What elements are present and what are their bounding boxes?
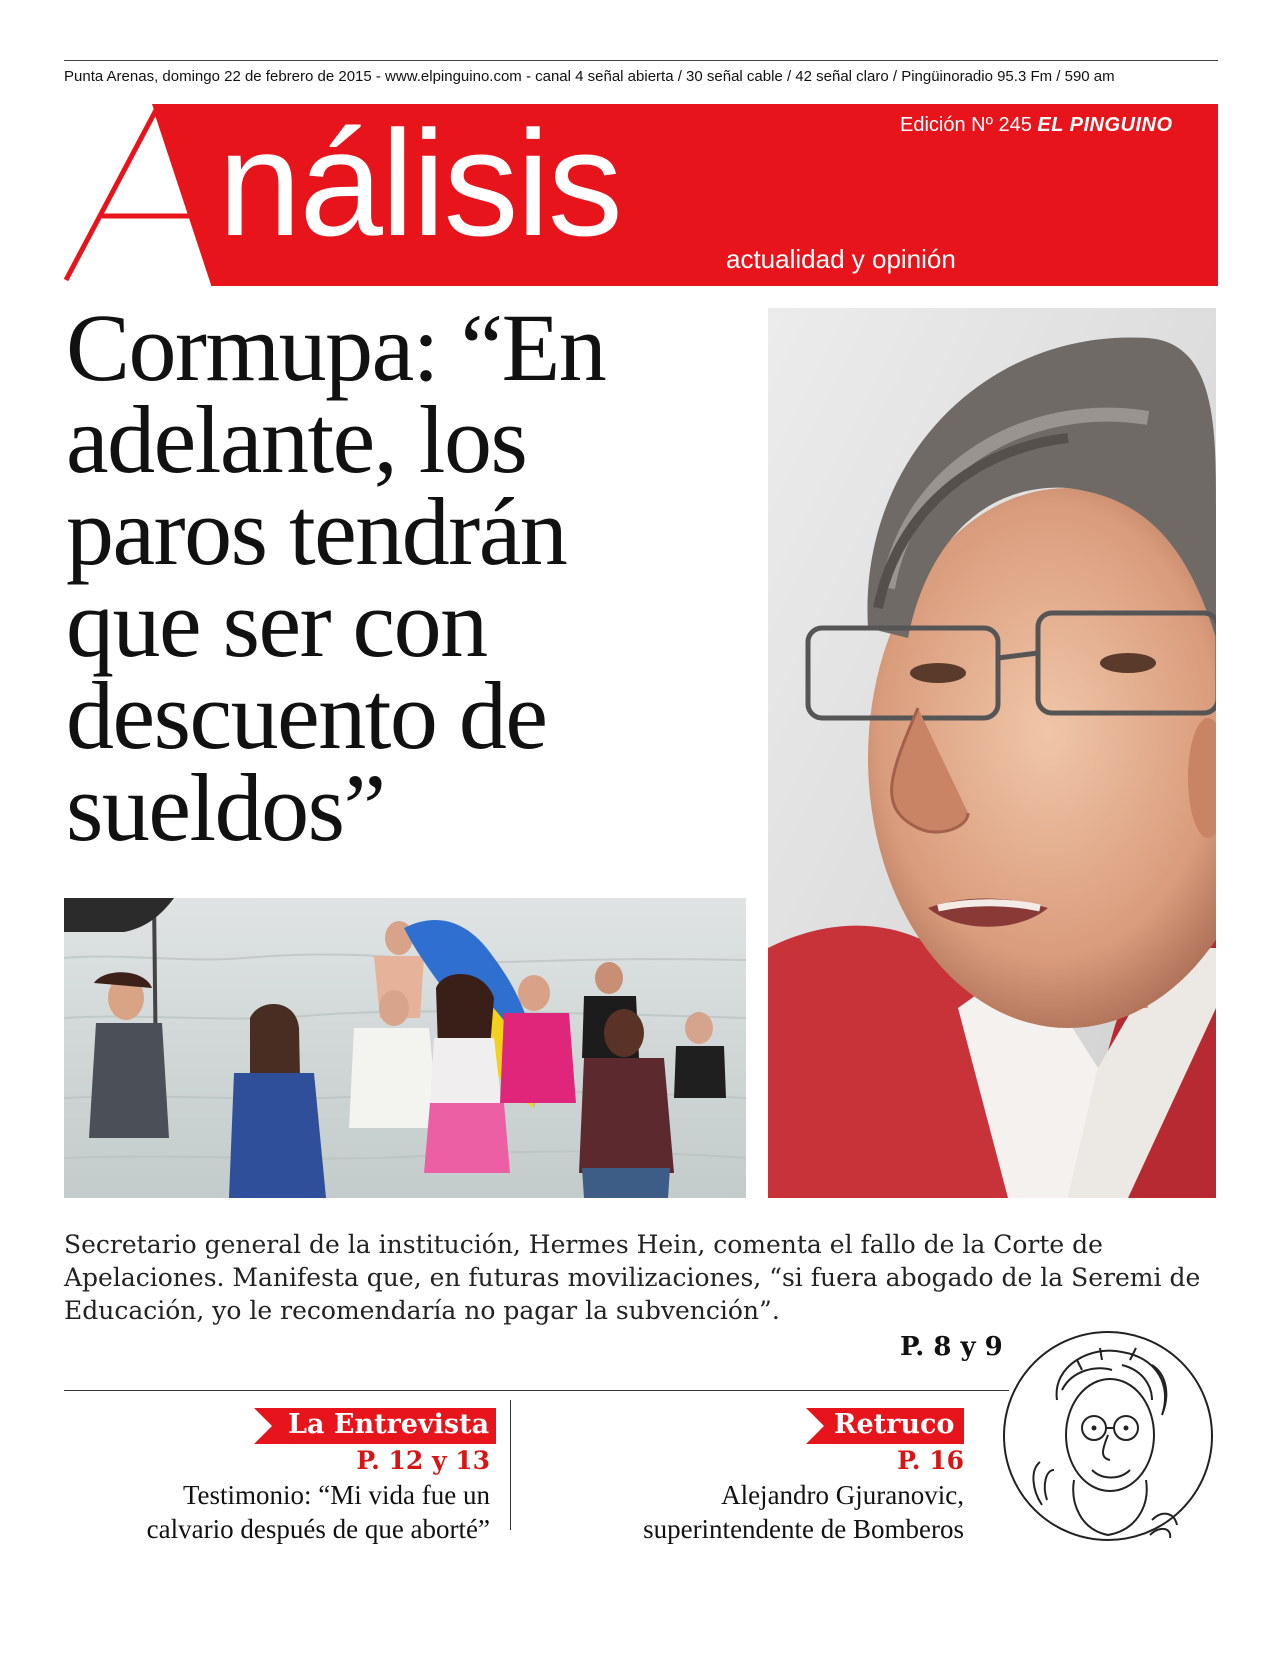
la-entrevista-line-1: Testimonio: “Mi vida fue un (182, 1480, 490, 1510)
la-entrevista-page-ref: P. 12 y 13 (356, 1446, 490, 1475)
retruco-line-2: superintendente de Bomberos (643, 1514, 964, 1544)
protest-photo (64, 898, 746, 1198)
brand-logo: EL PINGUINO (1037, 114, 1173, 136)
retruco-label: Retruco (834, 1409, 955, 1440)
portrait-photo (768, 308, 1216, 1198)
la-entrevista-label: La Entrevista (288, 1409, 490, 1440)
edition-label (900, 114, 1173, 137)
edition-number: Edición Nº 245 (900, 114, 1032, 136)
la-entrevista-line-2: calvario después de que aborté” (146, 1514, 490, 1544)
la-entrevista-tab[interactable] (254, 1408, 496, 1444)
section-title: nálisis (218, 99, 621, 267)
retruco-teaser[interactable] (544, 1478, 964, 1546)
dateline: Punta Arenas, domingo 22 de febrero de 2015 - www.elpinguino.com - canal 4 señal abierta / 30 señal cable / 42 señal claro / Pingüinoradio 95.3 Fm / 590 am (64, 68, 1115, 85)
main-page-reference: P. 8 y 9 (900, 1332, 1003, 1362)
column-divider (510, 1400, 511, 1530)
main-headline: Cormupa: “En adelante, los paros tendrán que ser con descuento de sueldos” (66, 294, 606, 861)
retruco-line-1: Alejandro Gjuranovic, (721, 1480, 964, 1510)
bottom-rule (64, 1390, 1009, 1391)
la-entrevista-teaser[interactable] (30, 1478, 490, 1546)
section-tagline: actualidad y opinión (726, 244, 956, 274)
top-rule (64, 60, 1218, 61)
retruco-page-ref: P. 16 (897, 1446, 964, 1475)
lede-paragraph: Secretario general de la institución, Hermes Hein, comenta el fallo de la Corte de Apelaciones. Manifesta que, en futuras movilizaciones, “si fuera abogado de la Seremi de Educación, yo le recomendaría no pagar la subvención”. (64, 1230, 1201, 1325)
retruco-tab[interactable] (806, 1408, 964, 1444)
caricature-drawing (1002, 1330, 1214, 1542)
